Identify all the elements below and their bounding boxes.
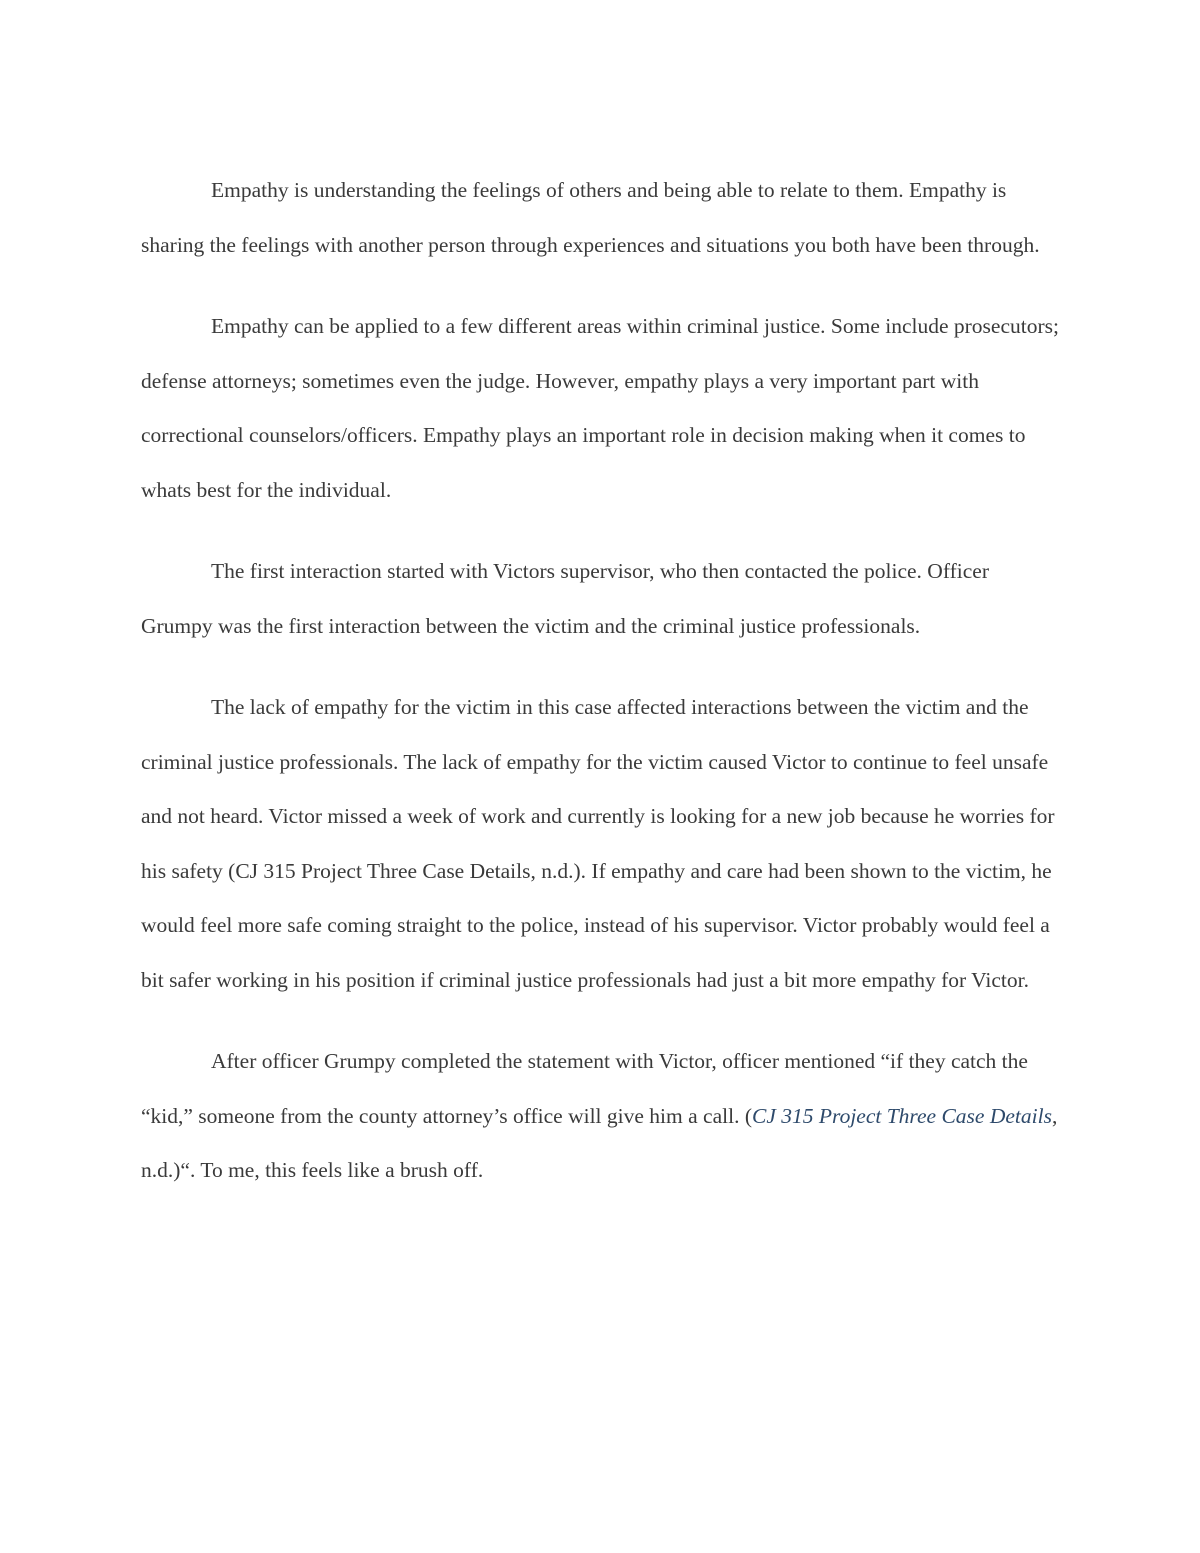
document-body — [141, 163, 1061, 1225]
officer-statement-text-end: , n.d.)“. To me, this feels like a brush off. — [141, 1103, 1058, 1182]
citation-title: CJ 315 Project Three Case Details — [751, 1103, 1052, 1128]
paragraph-lack-of-empathy: The lack of empathy for the victim in this case affected interactions between the victim and the criminal justice professionals. The lack of empathy for the victim caused Victor to continue to feel unsafe and not heard. Victor missed a week of work and currently is looking for a new job because he worries for his safety (CJ 315 Project Three Case Details, n.d.). If empathy and care had been shown to the victim, he would feel more safe coming straight to the police, instead of his supervisor. Victor probably would feel a bit safer working in his position if criminal justice professionals had just a bit more empathy for Victor. — [141, 695, 1055, 992]
officer-statement-text: After officer Grumpy completed the statement with Victor, officer mentioned “if they catch the “kid,” someone from the county attorney’s office will give him a call. ( — [141, 1049, 1028, 1128]
paragraph-first-interaction: The first interaction started with Victors supervisor, who then contacted the police. Officer Grumpy was the first interaction between the victim and the criminal justice professionals. — [141, 559, 989, 638]
paragraph-criminal-justice-areas: Empathy can be applied to a few different areas within criminal justice. Some include prosecutors; defense attorneys; sometimes even the judge. However, empathy plays a very important part with correctional counselors/officers. Empathy plays an important role in decision making when it comes to whats best for the individual. — [141, 314, 1059, 502]
paragraph-officer-statement — [141, 1034, 1061, 1198]
paragraph-empathy-definition: Empathy is understanding the feelings of others and being able to relate to them. Empathy is sharing the feelings with another person through experiences and situations you both have been through. — [141, 178, 1040, 257]
